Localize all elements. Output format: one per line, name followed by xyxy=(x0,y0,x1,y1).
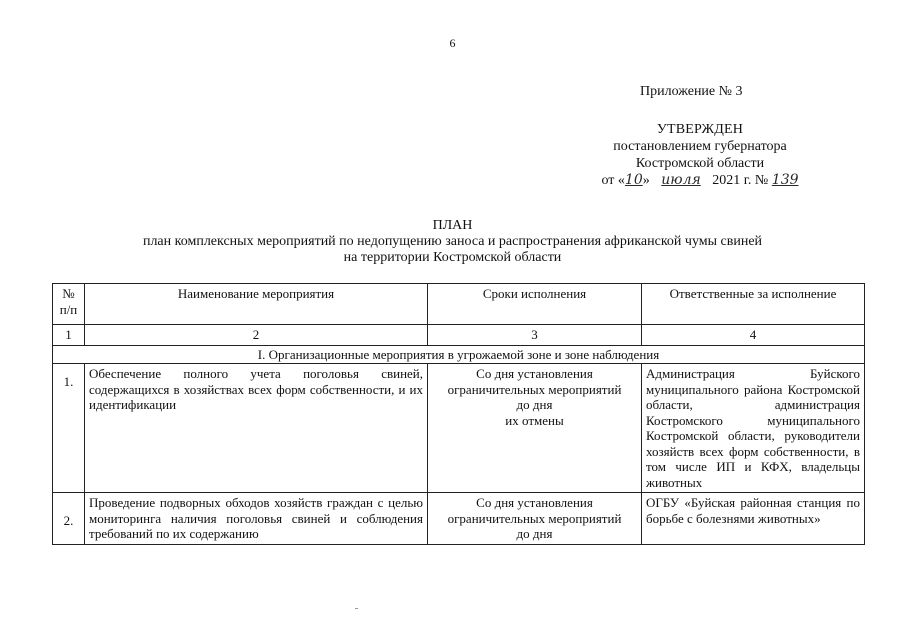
document-number-handwritten: 139 xyxy=(771,172,799,188)
header-responsible: Ответственные за исполнение xyxy=(642,284,865,325)
row-name: Проведение подворных обходов хозяйств граждан с целью мониторинга наличия поголовья свиней и соблюдения требований по их содержанию xyxy=(85,493,428,545)
deadline-line: до дня xyxy=(516,526,553,541)
table-header-row xyxy=(53,284,865,325)
plan-title-block xyxy=(0,218,905,266)
date-mid: » xyxy=(642,173,654,188)
plan-title: ПЛАН xyxy=(432,218,473,233)
date-year: 2021 г. № xyxy=(708,173,772,188)
plan-subtitle-line-2: на территории Костромской области xyxy=(343,250,562,265)
table-row xyxy=(53,493,865,545)
date-day-handwritten: 10 xyxy=(624,172,643,188)
deadline-line: Со дня установления xyxy=(476,495,593,510)
section-row xyxy=(53,345,865,364)
table-row xyxy=(53,364,865,493)
column-number: 4 xyxy=(642,325,865,346)
date-month-handwritten: июля xyxy=(661,172,701,188)
column-number: 3 xyxy=(428,325,642,346)
page-number: 6 xyxy=(449,36,456,50)
plan-table xyxy=(52,283,865,545)
approval-line-1: постановлением губернатора xyxy=(613,139,787,154)
column-number: 1 xyxy=(53,325,85,346)
row-responsible: Администрация Буйского муниципального района Костромской области, администрация Костромского муниципального Костромской области, руководители хозяйств всех форм собственности, в том числе ИП и КФХ, владельцы животных xyxy=(642,364,865,493)
approval-title: УТВЕРЖДЕН xyxy=(656,122,744,137)
row-deadline xyxy=(428,493,642,545)
column-number-row xyxy=(53,325,865,346)
approval-block xyxy=(560,121,840,189)
section-title: I. Организационные мероприятия в угрожаемой зоне и зоне наблюдения xyxy=(53,345,865,364)
row-responsible: ОГБУ «Буйская районная станция по борьбе с болезнями животных» xyxy=(642,493,865,545)
deadline-line: до дня xyxy=(516,397,553,412)
scan-speck xyxy=(355,608,358,609)
header-name: Наименование мероприятия xyxy=(85,284,428,325)
appendix-label: Приложение № 3 xyxy=(640,84,743,99)
header-num-line-1: № xyxy=(62,286,75,301)
header-deadline: Сроки исполнения xyxy=(428,284,642,325)
deadline-line: их отмены xyxy=(505,412,564,428)
deadline-line: ограничительных мероприятий xyxy=(447,510,622,526)
deadline-line: Со дня установления xyxy=(476,366,593,381)
deadline-line: ограничительных мероприятий xyxy=(447,381,622,397)
header-num-line-2: п/п xyxy=(59,301,78,317)
row-number: 2. xyxy=(53,493,85,545)
row-name: Обеспечение полного учета поголовья свиней, содержащихся в хозяйствах всех форм собственности, и их идентификации xyxy=(85,364,428,493)
approval-line-2: Костромской области xyxy=(635,156,765,171)
column-number: 2 xyxy=(85,325,428,346)
row-number: 1. xyxy=(53,364,85,493)
header-num xyxy=(53,284,85,325)
date-prefix: от « xyxy=(601,173,625,188)
approval-date-line xyxy=(560,172,840,189)
plan-subtitle-line-1: план комплексных мероприятий по недопущению заноса и распространения африканской чумы свиней xyxy=(142,234,763,249)
row-deadline xyxy=(428,364,642,493)
